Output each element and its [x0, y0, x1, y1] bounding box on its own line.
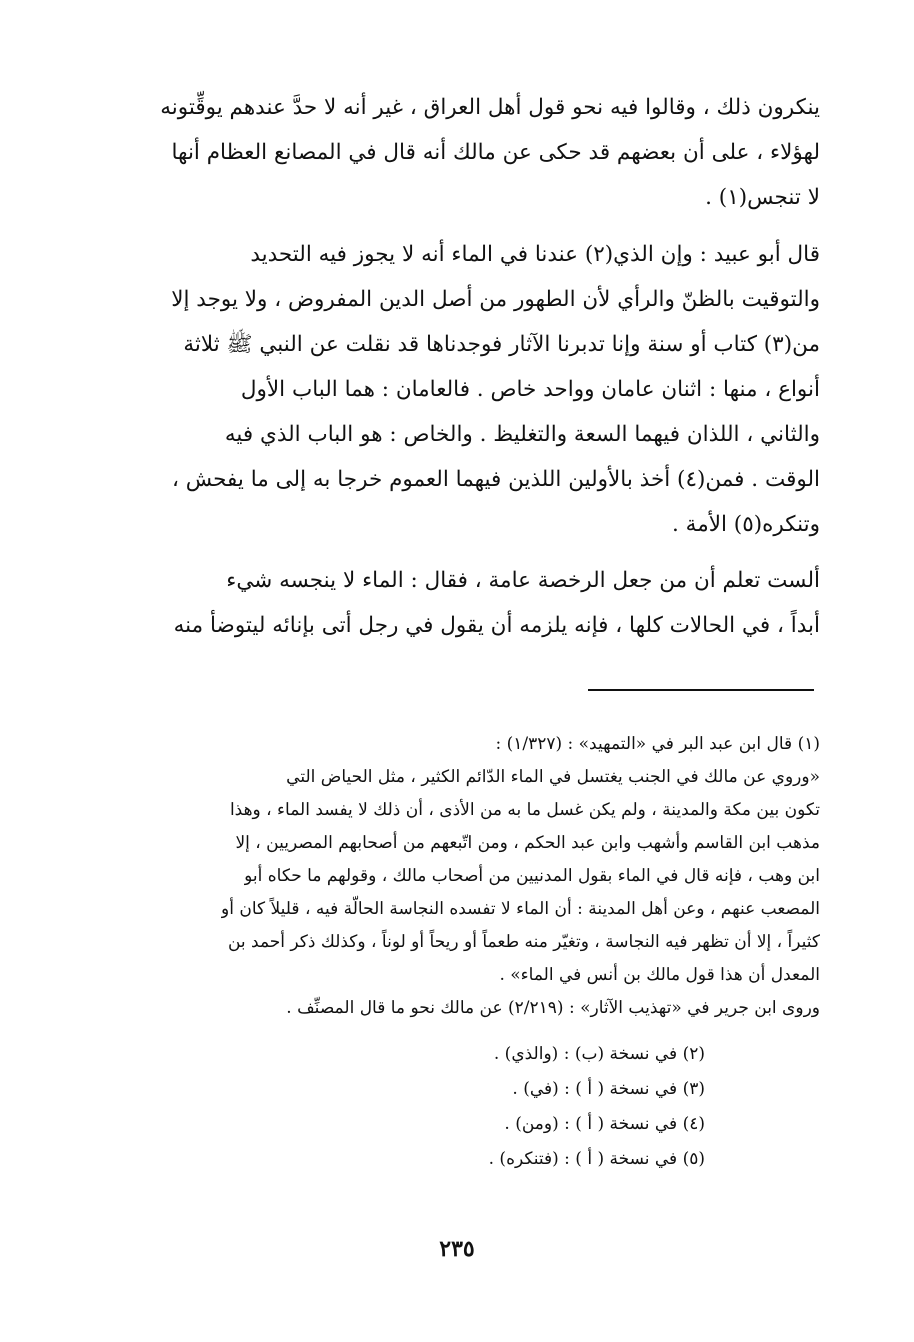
text-line: الوقت . فمن(٤) أخذ بالأولين اللذين فيهما العموم خرجا به إلى ما يفحش ،	[171, 467, 820, 492]
footnote-separator	[588, 689, 814, 691]
footnote-1-line: وروى ابن جرير في «تهذيب الآثار» : (٢/٢١٩) عن مالك نحو ما قال المصنِّف .	[286, 998, 820, 1018]
text-line: وتنكره(٥) الأمة .	[672, 512, 820, 537]
text-line: قال أبو عبيد : وإن الذي(٢) عندنا في الماء أنه لا يجوز فيه التحديد	[250, 242, 820, 267]
footnote-1-line: تكون بين مكة والمدينة ، ولم يكن غسل ما به من الأذى ، أن ذلك لا يفسد الماء ، وهذا	[229, 800, 820, 820]
footnote-1-line: مذهب ابن القاسم وأشهب وابن عبد الحكم ، ومن اتّبعهم من أصحابهم المصريين ، إلا	[235, 833, 820, 853]
text-line: من(٣) كتاب أو سنة وإنا تدبرنا الآثار فوجدناها قد نقلت عن النبي ﷺ ثلاثة	[183, 332, 820, 357]
footnote-1-line: (١) قال ابن عبد البر في «التمهيد» : (١/٣٢٧) :	[495, 734, 820, 754]
footnote-1-line: المعدل أن هذا قول مالك بن أنس في الماء» .	[499, 965, 820, 985]
footnote-4: (٤) في نسخة ( أ ) : (ومن) .	[504, 1114, 705, 1134]
text-line: والتوقيت بالظنّ والرأي لأن الطهور من أصل الدين المفروض ، ولا يوجد إلا	[171, 287, 820, 312]
paragraph-3	[115, 558, 820, 648]
paragraph-1	[115, 85, 820, 220]
text-line: ينكرون ذلك ، وقالوا فيه نحو قول أهل العراق ، غير أنه لا حدَّ عندهم يوقِّتونه	[160, 95, 820, 120]
footnote-1-line: كثيراً ، إلا أن تظهر فيه النجاسة ، وتغيّر منه طعماً أو ريحاً أو لوناً ، وكذلك ذكر أحمد بن	[227, 932, 820, 952]
footnote-5: (٥) في نسخة ( أ ) : (فتنكره) .	[488, 1149, 705, 1169]
footnote-1-line: المصعب عنهم ، وعن أهل المدينة : أن الماء لا تفسده النجاسة الحالّة فيه ، قليلاً كان أو	[221, 899, 820, 919]
text-line: والثاني ، اللذان فيهما السعة والتغليظ . والخاص : هو الباب الذي فيه	[224, 422, 820, 447]
text-line: لهؤلاء ، على أن بعضهم قد حكى عن مالك أنه قال في المصانع العظام أنها	[171, 140, 820, 165]
paragraph-2	[115, 232, 820, 547]
footnote-3: (٣) في نسخة ( أ ) : (في) .	[512, 1079, 705, 1099]
text-line: لا تنجس(١) .	[705, 185, 820, 210]
text-line: ألست تعلم أن من جعل الرخصة عامة ، فقال : الماء لا ينجسه شيء	[226, 568, 820, 593]
page-number: ٢٣٥	[439, 1236, 475, 1262]
text-line: أبداً ، في الحالات كلها ، فإنه يلزمه أن يقول في رجل أتى بإنائه ليتوضأ منه	[173, 613, 820, 638]
footnote-1-line: «وروي عن مالك في الجنب يغتسل في الماء الدّائم الكثير ، مثل الحياض التي	[286, 767, 820, 787]
text-line: أنواع ، منها : اثنان عامان وواحد خاص . فالعامان : هما الباب الأول	[240, 377, 820, 402]
footnote-1-line: ابن وهب ، فإنه قال في الماء بقول المدنيين من أصحاب مالك ، وقولهم ما حكاه أبو	[244, 866, 820, 886]
footnote-2: (٢) في نسخة (ب) : (والذي) .	[493, 1044, 705, 1064]
